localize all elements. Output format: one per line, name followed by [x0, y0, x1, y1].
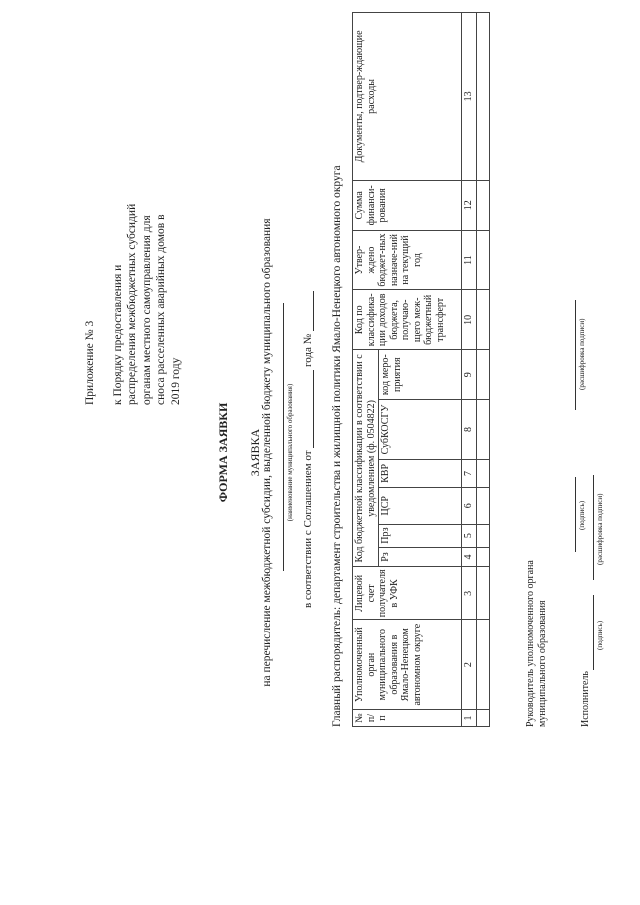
- column-number: 12: [462, 180, 477, 230]
- request-purpose: на перечисление межбюджетной субсидии, выделенной бюджету муниципального образования: [261, 218, 273, 687]
- executor-signature-line: [593, 595, 594, 670]
- head-label-line1: Руководитель уполномоченного органа: [525, 560, 536, 727]
- column-number: 4: [462, 547, 477, 567]
- col-organ: Уполномоченный орган муниципального образования в Ямало-Ненецком автономном округе: [353, 620, 462, 710]
- appendix-title: Приложение № 3: [84, 320, 96, 405]
- col-amount: Сумма финанси-рования: [353, 180, 462, 230]
- agreement-year: года №: [302, 333, 314, 367]
- col-income-code: Код по классифика-ции доходов бюджета, получаю-щего меж-бюджетный трансферт: [353, 290, 462, 350]
- appendix-body: к Порядку предоставления и распределения межбюджетных субсидий органам местного самоуправления для сноса расселенных аварийных домов в 2019 году: [111, 203, 182, 405]
- col-event-code: код меро-приятия: [379, 350, 462, 400]
- table-row: [477, 13, 490, 727]
- column-number: 5: [462, 524, 477, 547]
- municipality-line: [283, 303, 284, 571]
- chief-distributor: Главный распорядитель: департамент строительства и жилищной политики Ямало-Ненецкого автономного округа: [331, 165, 343, 727]
- col-documents: Документы, подтвер-ждающие расходы: [353, 13, 462, 181]
- request-table: [352, 12, 490, 727]
- agreement-number-blank: [303, 291, 314, 331]
- municipality-caption: (наименование муниципального образования): [286, 383, 294, 522]
- executor-decoding-line: [593, 475, 594, 580]
- agreement-date-blank: [303, 370, 314, 448]
- head-signature-caption: (подпись): [578, 500, 586, 530]
- column-number: 2: [462, 620, 477, 710]
- column-number: 10: [462, 290, 477, 350]
- col-approved: Утвер-ждено бюджет-ных назначе-ний на текущий год: [353, 230, 462, 290]
- executor-label: Исполнитель: [580, 671, 591, 727]
- header-row: [353, 13, 379, 727]
- col-code-group: Код бюджетной классификации в соответствии с уведомлением (ф. 0504822): [353, 350, 379, 567]
- head-label-line2: муниципального образования: [537, 600, 548, 727]
- column-number: 9: [462, 350, 477, 400]
- form-title: ФОРМА ЗАЯВКИ: [216, 402, 230, 503]
- column-number: 6: [462, 487, 477, 524]
- head-decoding-line: [575, 300, 576, 410]
- col-kvr: КВР: [379, 459, 462, 487]
- column-number-row: [462, 13, 477, 727]
- agreement-prefix: в соответствии с Соглашением от: [302, 450, 314, 608]
- agreement-line: [302, 291, 314, 608]
- col-rz: Рз: [379, 547, 462, 567]
- head-decoding-caption: (расшифровка подписи): [578, 318, 586, 390]
- column-number: 13: [462, 13, 477, 181]
- column-number: 7: [462, 459, 477, 487]
- appendix-block: [83, 195, 183, 405]
- col-tsrs: ЦСР: [379, 487, 462, 524]
- executor-decoding-caption: (расшифровка подписи): [596, 493, 604, 565]
- column-number: 3: [462, 567, 477, 620]
- col-num: № п/п: [353, 710, 462, 727]
- column-number: 8: [462, 400, 477, 460]
- col-subkosgu: СубКОСГУ: [379, 400, 462, 460]
- request-title: ЗАЯВКА: [248, 428, 262, 477]
- column-number: 1: [462, 710, 477, 727]
- head-signature-line: [575, 477, 576, 552]
- executor-signature-caption: (подпись): [596, 620, 604, 650]
- column-number: 11: [462, 230, 477, 290]
- col-account: Лицевой счет получателя в УФК: [353, 567, 462, 620]
- col-prz: Прз: [379, 524, 462, 547]
